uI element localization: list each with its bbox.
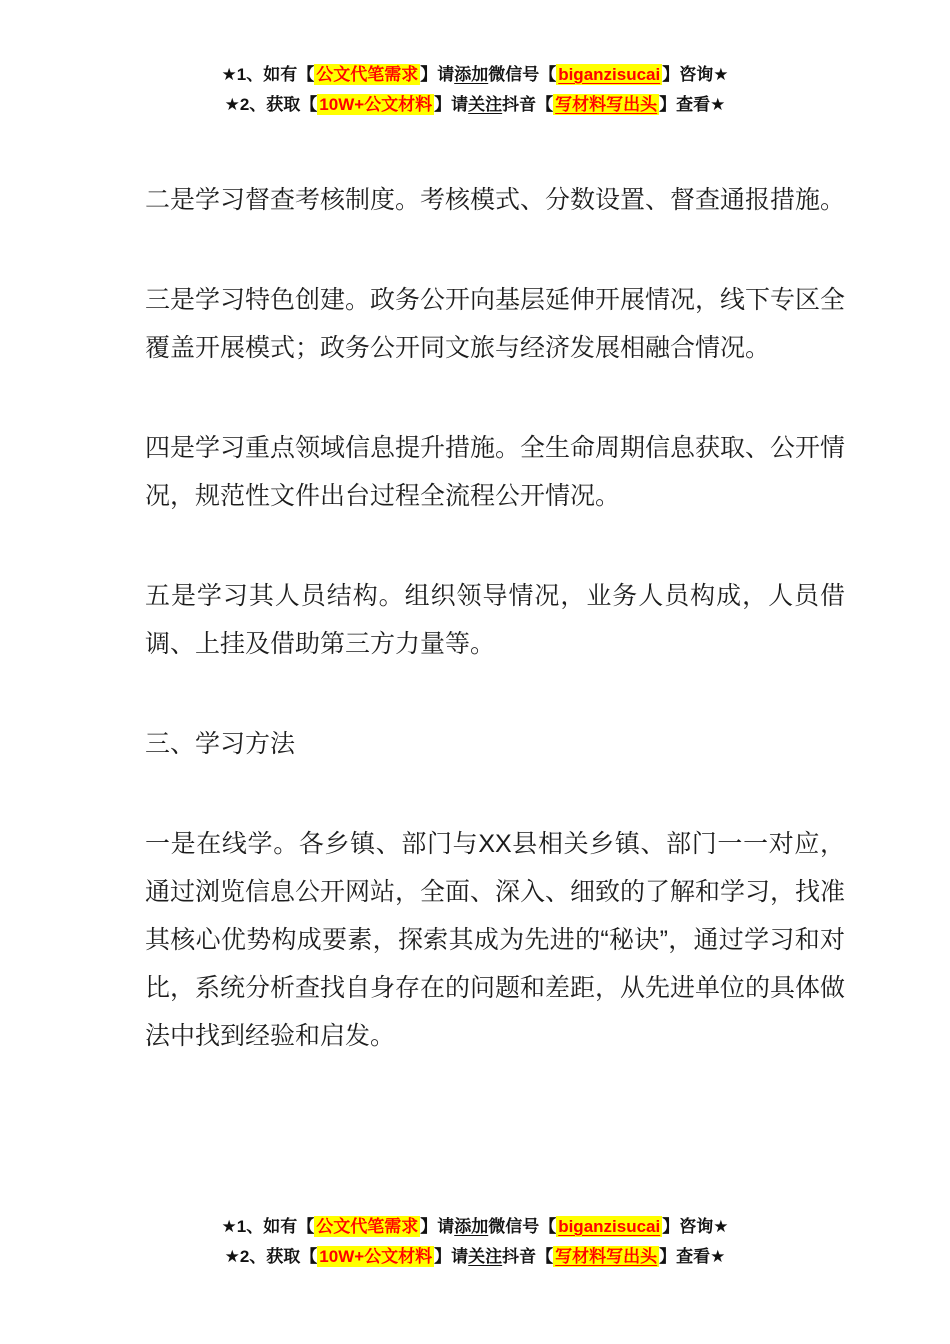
promo-banner-top-line-1 xyxy=(0,60,950,90)
promo-highlight-writing-service: 公文代笔需求 xyxy=(316,1217,419,1236)
promo-text-suffix: 】咨询★ xyxy=(662,1217,729,1236)
promo-text-suffix: 】咨询★ xyxy=(662,65,729,84)
promo-text-suffix: 】查看★ xyxy=(659,1247,726,1266)
paragraph-second-point: 二是学习督查考核制度。考核模式、分数设置、督查通报措施。 xyxy=(145,186,846,214)
promo-highlight-writing-service: 公文代笔需求 xyxy=(316,65,419,84)
paragraph-third-point: 三是学习特色创建。政务公开向基层延伸开展情况，线下专区全覆盖开展模式；政务公开同文旅与经济发展相融合情况。 xyxy=(145,286,846,362)
promo-text-prefix: ★2、获取【 xyxy=(224,95,318,114)
promo-text-mid: 】请 xyxy=(434,95,469,114)
section-heading-study-methods: 三、学习方法 xyxy=(145,730,296,758)
promo-banner-bottom xyxy=(0,1212,950,1272)
promo-text-prefix: ★1、如有【 xyxy=(221,1217,315,1236)
promo-text-mid2: 微信号【 xyxy=(488,1217,557,1236)
paragraph-online-learning: 一是在线学。各乡镇、部门与XX县相关乡镇、部门一一对应，通过浏览信息公开网站，全面、深入、细致的了解和学习，找准其核心优势构成要素，探索其成为先进的“秘诀”，通过学习和对比，系统分析查找自身存在的问题和差距，从先进单位的具体做法中找到经验和启发。 xyxy=(145,830,846,1050)
promo-underline-add: 添加 xyxy=(454,65,489,84)
promo-highlight-materials: 10W+公文材料 xyxy=(319,95,433,114)
promo-underline-follow: 关注 xyxy=(468,95,503,114)
promo-text-suffix: 】查看★ xyxy=(659,95,726,114)
promo-text-mid: 】请 xyxy=(420,65,455,84)
paragraph-fifth-point: 五是学习其人员结构。组织领导情况，业务人员构成，人员借调、上挂及借助第三方力量等。 xyxy=(145,582,845,658)
promo-highlight-wechat-id: biganzisucai xyxy=(558,65,661,84)
promo-underline-follow: 关注 xyxy=(468,1247,503,1266)
document-body xyxy=(145,176,845,1060)
promo-text-mid2: 抖音【 xyxy=(502,1247,554,1266)
promo-highlight-douyin-id: 写材料写出头 xyxy=(555,1247,658,1266)
promo-text-mid2: 微信号【 xyxy=(488,65,557,84)
promo-text-prefix: ★1、如有【 xyxy=(221,65,315,84)
promo-highlight-douyin-id: 写材料写出头 xyxy=(555,95,658,114)
promo-banner-bottom-line-2 xyxy=(0,1242,950,1272)
promo-text-mid: 】请 xyxy=(420,1217,455,1236)
promo-text-mid: 】请 xyxy=(434,1247,469,1266)
promo-text-mid2: 抖音【 xyxy=(502,95,554,114)
promo-text-prefix: ★2、获取【 xyxy=(224,1247,318,1266)
promo-underline-add: 添加 xyxy=(454,1217,489,1236)
promo-banner-top xyxy=(0,0,950,120)
promo-banner-bottom-line-1 xyxy=(0,1212,950,1242)
promo-highlight-materials: 10W+公文材料 xyxy=(319,1247,433,1266)
promo-banner-top-line-2 xyxy=(0,90,950,120)
promo-highlight-wechat-id: biganzisucai xyxy=(558,1217,661,1236)
paragraph-fourth-point: 四是学习重点领域信息提升措施。全生命周期信息获取、公开情况，规范性文件出台过程全流程公开情况。 xyxy=(145,434,846,510)
